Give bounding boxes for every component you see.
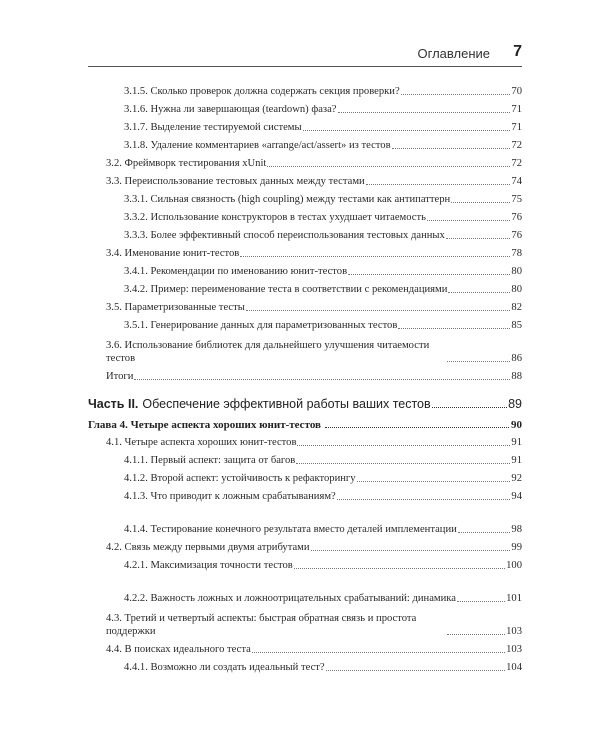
part-title: Обеспечение эффективной работы ваших тестов xyxy=(142,397,431,411)
toc-entry[interactable] xyxy=(88,296,522,314)
toc-entry-page: 92 xyxy=(511,473,522,484)
toc-entry-page: 88 xyxy=(511,371,522,382)
toc-entry-page: 71 xyxy=(511,122,522,133)
dot-leader xyxy=(398,328,510,329)
toc-entry-page: 80 xyxy=(511,266,522,277)
toc-chapter-entry[interactable] xyxy=(88,411,522,431)
toc-entry[interactable] xyxy=(88,278,522,296)
toc-entry-title: 3.3.2. Использование конструкторов в тестах ухудшает читаемость xyxy=(124,212,426,223)
toc-entry-page: 104 xyxy=(506,662,522,673)
dot-leader xyxy=(134,379,510,380)
toc-entry-title: 4.1.2. Второй аспект: устойчивость к рефакторингу xyxy=(124,473,356,484)
chapter-page: 90 xyxy=(511,419,522,431)
toc-entry[interactable] xyxy=(88,638,522,656)
dot-leader xyxy=(294,568,505,569)
toc-entry-page: 91 xyxy=(511,437,522,448)
toc-entry[interactable] xyxy=(88,485,522,503)
toc-group-chapter-4 xyxy=(88,431,522,674)
toc-entry-title: 3.1.8. Удаление комментариев «arrange/act/assert» из тестов xyxy=(124,140,391,151)
dot-leader xyxy=(447,634,505,635)
dot-leader xyxy=(267,166,510,167)
toc-entry-page: 72 xyxy=(511,158,522,169)
dot-leader xyxy=(297,445,510,446)
toc-entry[interactable] xyxy=(88,224,522,242)
dot-leader xyxy=(337,499,511,500)
toc-entry-title: 4.1.4. Тестирование конечного результата вместо деталей имплементации xyxy=(124,524,457,535)
toc-entry[interactable] xyxy=(88,449,522,467)
toc-entry-page: 101 xyxy=(506,593,522,604)
toc-entry[interactable] xyxy=(88,554,522,572)
dot-leader xyxy=(366,184,511,185)
toc-entry-page: 98 xyxy=(511,524,522,535)
toc-entry[interactable] xyxy=(88,605,522,638)
toc-entry-page: 76 xyxy=(511,230,522,241)
part-label: Часть II. xyxy=(88,397,139,411)
toc-entry[interactable] xyxy=(88,134,522,152)
toc-entry-title: 3.4.1. Рекомендации по именованию юнит-тестов xyxy=(124,266,348,277)
dot-leader xyxy=(451,202,510,203)
toc-entry-page: 103 xyxy=(506,644,522,655)
running-header xyxy=(88,44,522,67)
toc-entry-title: 3.1.5. Сколько проверок должна содержать секция проверки? xyxy=(124,86,400,97)
toc-entry-title: 3.4.2. Пример: переименование теста в соответствии с рекомендациями xyxy=(124,284,448,295)
toc-entry-page: 70 xyxy=(511,86,522,97)
toc-entry-title: 3.2. Фреймворк тестирования xUnit xyxy=(106,158,267,169)
toc-entry[interactable] xyxy=(88,467,522,485)
dot-leader xyxy=(447,361,510,362)
toc-entry-page: 76 xyxy=(511,212,522,223)
dot-leader xyxy=(338,112,511,113)
toc-entry-page: 94 xyxy=(511,491,522,502)
dot-leader xyxy=(446,238,511,239)
toc-entry-title: 3.3.3. Более эффективный способ переиспользования тестовых данных xyxy=(124,230,445,241)
toc-entry-title: 3.1.6. Нужна ли завершающая (teardown) фаза? xyxy=(124,104,337,115)
toc-entry[interactable] xyxy=(88,80,522,98)
toc-entry-page: 82 xyxy=(511,302,522,313)
toc-entry-page: 74 xyxy=(511,176,522,187)
toc-entry-title: 4.1.3. Что приводит к ложным срабатываниям? xyxy=(124,491,336,502)
toc-entry-page: 71 xyxy=(511,104,522,115)
toc-entry-page: 85 xyxy=(511,320,522,331)
toc-entry-title: 4.4.1. Возможно ли создать идеальный тест? xyxy=(124,662,325,673)
toc-group-chapter-3 xyxy=(88,80,522,383)
dot-leader xyxy=(326,670,505,671)
dot-leader xyxy=(357,481,511,482)
toc-entry[interactable] xyxy=(88,656,522,674)
toc-entry-title: 3.5. Параметризованные тесты xyxy=(106,302,245,313)
toc-entry-title: 4.2.1. Максимизация точности тестов xyxy=(124,560,293,571)
dot-leader xyxy=(246,310,511,311)
section-title: Оглавление xyxy=(417,46,490,61)
toc-entry-title: 4.1.1. Первый аспект: защита от багов xyxy=(124,455,296,466)
toc-entry-page: 91 xyxy=(511,455,522,466)
toc-entry[interactable] xyxy=(88,206,522,224)
toc-entry-page: 99 xyxy=(511,542,522,553)
toc-entry-page: 72 xyxy=(511,140,522,151)
toc-entry[interactable] xyxy=(88,170,522,188)
dot-leader xyxy=(432,407,507,408)
toc-entry-page: 86 xyxy=(511,353,522,364)
dot-leader xyxy=(427,220,510,221)
dot-leader xyxy=(448,292,510,293)
part-page: 89 xyxy=(508,397,522,411)
toc-entry[interactable] xyxy=(88,431,522,449)
toc-entry[interactable] xyxy=(88,332,522,365)
page-number: 7 xyxy=(513,43,522,60)
dot-leader xyxy=(325,427,509,428)
dot-leader xyxy=(296,463,510,464)
dot-leader xyxy=(457,601,505,602)
table-of-contents xyxy=(88,80,522,674)
toc-entry[interactable] xyxy=(88,572,522,605)
toc-entry[interactable] xyxy=(88,503,522,536)
toc-entry-title: 4.1. Четыре аспекта хороших юнит-тестов xyxy=(106,437,297,448)
toc-entry-title: 4.2.2. Важность ложных и ложноотрицательных срабатываний: динамика xyxy=(124,593,456,604)
toc-entry-title: 4.3. Третий и четвертый аспекты: быстрая обратная связь и простота поддержки xyxy=(106,613,417,637)
toc-entry-title: 3.1.7. Выделение тестируемой системы xyxy=(124,122,302,133)
toc-entry-title: 4.2. Связь между первыми двумя атрибутами xyxy=(106,542,310,553)
toc-part-entry[interactable] xyxy=(88,389,522,411)
toc-entry-page: 100 xyxy=(506,560,522,571)
dot-leader xyxy=(311,550,511,551)
toc-entry[interactable] xyxy=(88,314,522,332)
toc-entry[interactable] xyxy=(88,536,522,554)
toc-entry-page: 75 xyxy=(511,194,522,205)
toc-entry-page: 80 xyxy=(511,284,522,295)
toc-entry[interactable] xyxy=(88,116,522,134)
toc-entry[interactable] xyxy=(88,152,522,170)
toc-entry[interactable] xyxy=(88,242,522,260)
toc-entry-title: 3.5.1. Генерирование данных для параметризованных тестов xyxy=(124,320,398,331)
dot-leader xyxy=(252,652,505,653)
dot-leader xyxy=(392,148,511,149)
dot-leader xyxy=(401,94,511,95)
dot-leader xyxy=(240,256,510,257)
toc-entry-page: 78 xyxy=(511,248,522,259)
dot-leader xyxy=(348,274,510,275)
toc-entry-title: 3.4. Именование юнит-тестов xyxy=(106,248,240,259)
toc-entry[interactable] xyxy=(88,365,522,383)
toc-entry-title: 3.6. Использование библиотек для дальнейшего улучшения читаемости тестов xyxy=(106,340,430,364)
toc-entry-title: 3.3. Переиспользование тестовых данных между тестами xyxy=(106,176,365,187)
toc-entry-title: 3.3.1. Сильная связность (high coupling) между тестами как антипаттерн xyxy=(124,194,451,205)
toc-entry[interactable] xyxy=(88,98,522,116)
dot-leader xyxy=(303,130,511,131)
dot-leader xyxy=(458,532,511,533)
toc-entry[interactable] xyxy=(88,188,522,206)
toc-entry-title: Итоги xyxy=(106,371,134,382)
toc-entry-title: 4.4. В поисках идеального теста xyxy=(106,644,251,655)
chapter-title: Глава 4. Четыре аспекта хороших юнит-тестов xyxy=(88,419,321,431)
toc-entry-page: 103 xyxy=(506,626,522,637)
toc-entry[interactable] xyxy=(88,260,522,278)
